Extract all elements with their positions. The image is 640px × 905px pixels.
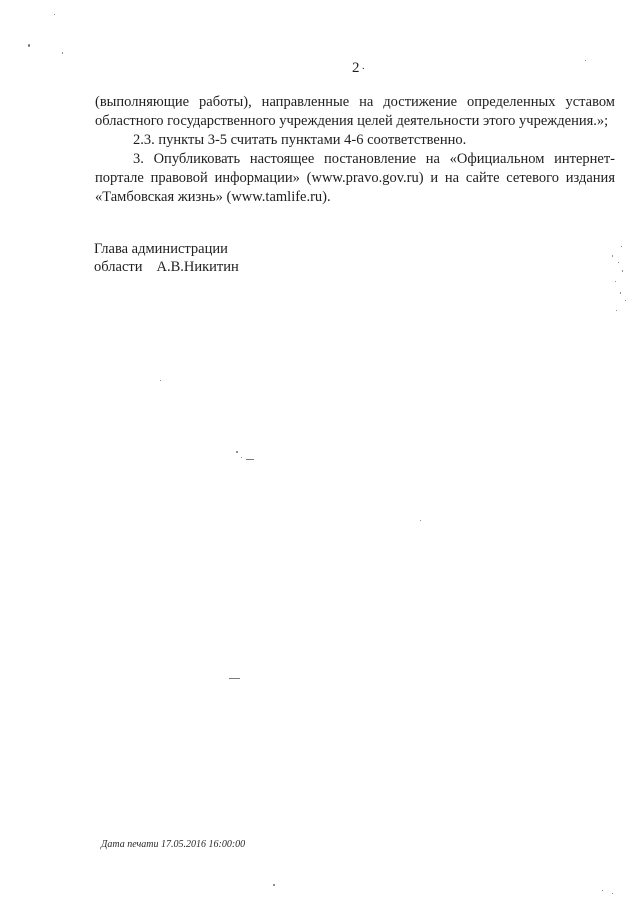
page-number [352, 60, 365, 77]
signature-title-line2: области [94, 259, 143, 275]
paragraph-item-2-3: 2.3. пункты 3-5 считать пунктами 4-6 соответственно. [133, 132, 467, 148]
signature-title-line1: Глава администрации [94, 241, 228, 257]
paragraph-item-3: 3. Опубликовать настоящее постановление на «Официальном интернет-портале правовой информации» (www.pravo.gov.ru) и на сайте сетевого издания «Тамбовская жизнь» (www.tamlife.ru). [95, 151, 615, 205]
page-number-mark: · [361, 63, 366, 75]
signature-line2 [94, 258, 239, 276]
signature-block [94, 240, 239, 276]
document-body [95, 93, 615, 207]
paragraph-continuation: (выполняющие работы), направленные на достижение определенных уставом областного государственного учреждения целей деятельности этого учреждения.»; [95, 94, 615, 129]
print-date-footer: Дата печати 17.05.2016 16:00:00 [101, 839, 246, 850]
signatory-name: А.В.Никитин [156, 259, 239, 275]
page-number-value: 2 [352, 60, 360, 76]
